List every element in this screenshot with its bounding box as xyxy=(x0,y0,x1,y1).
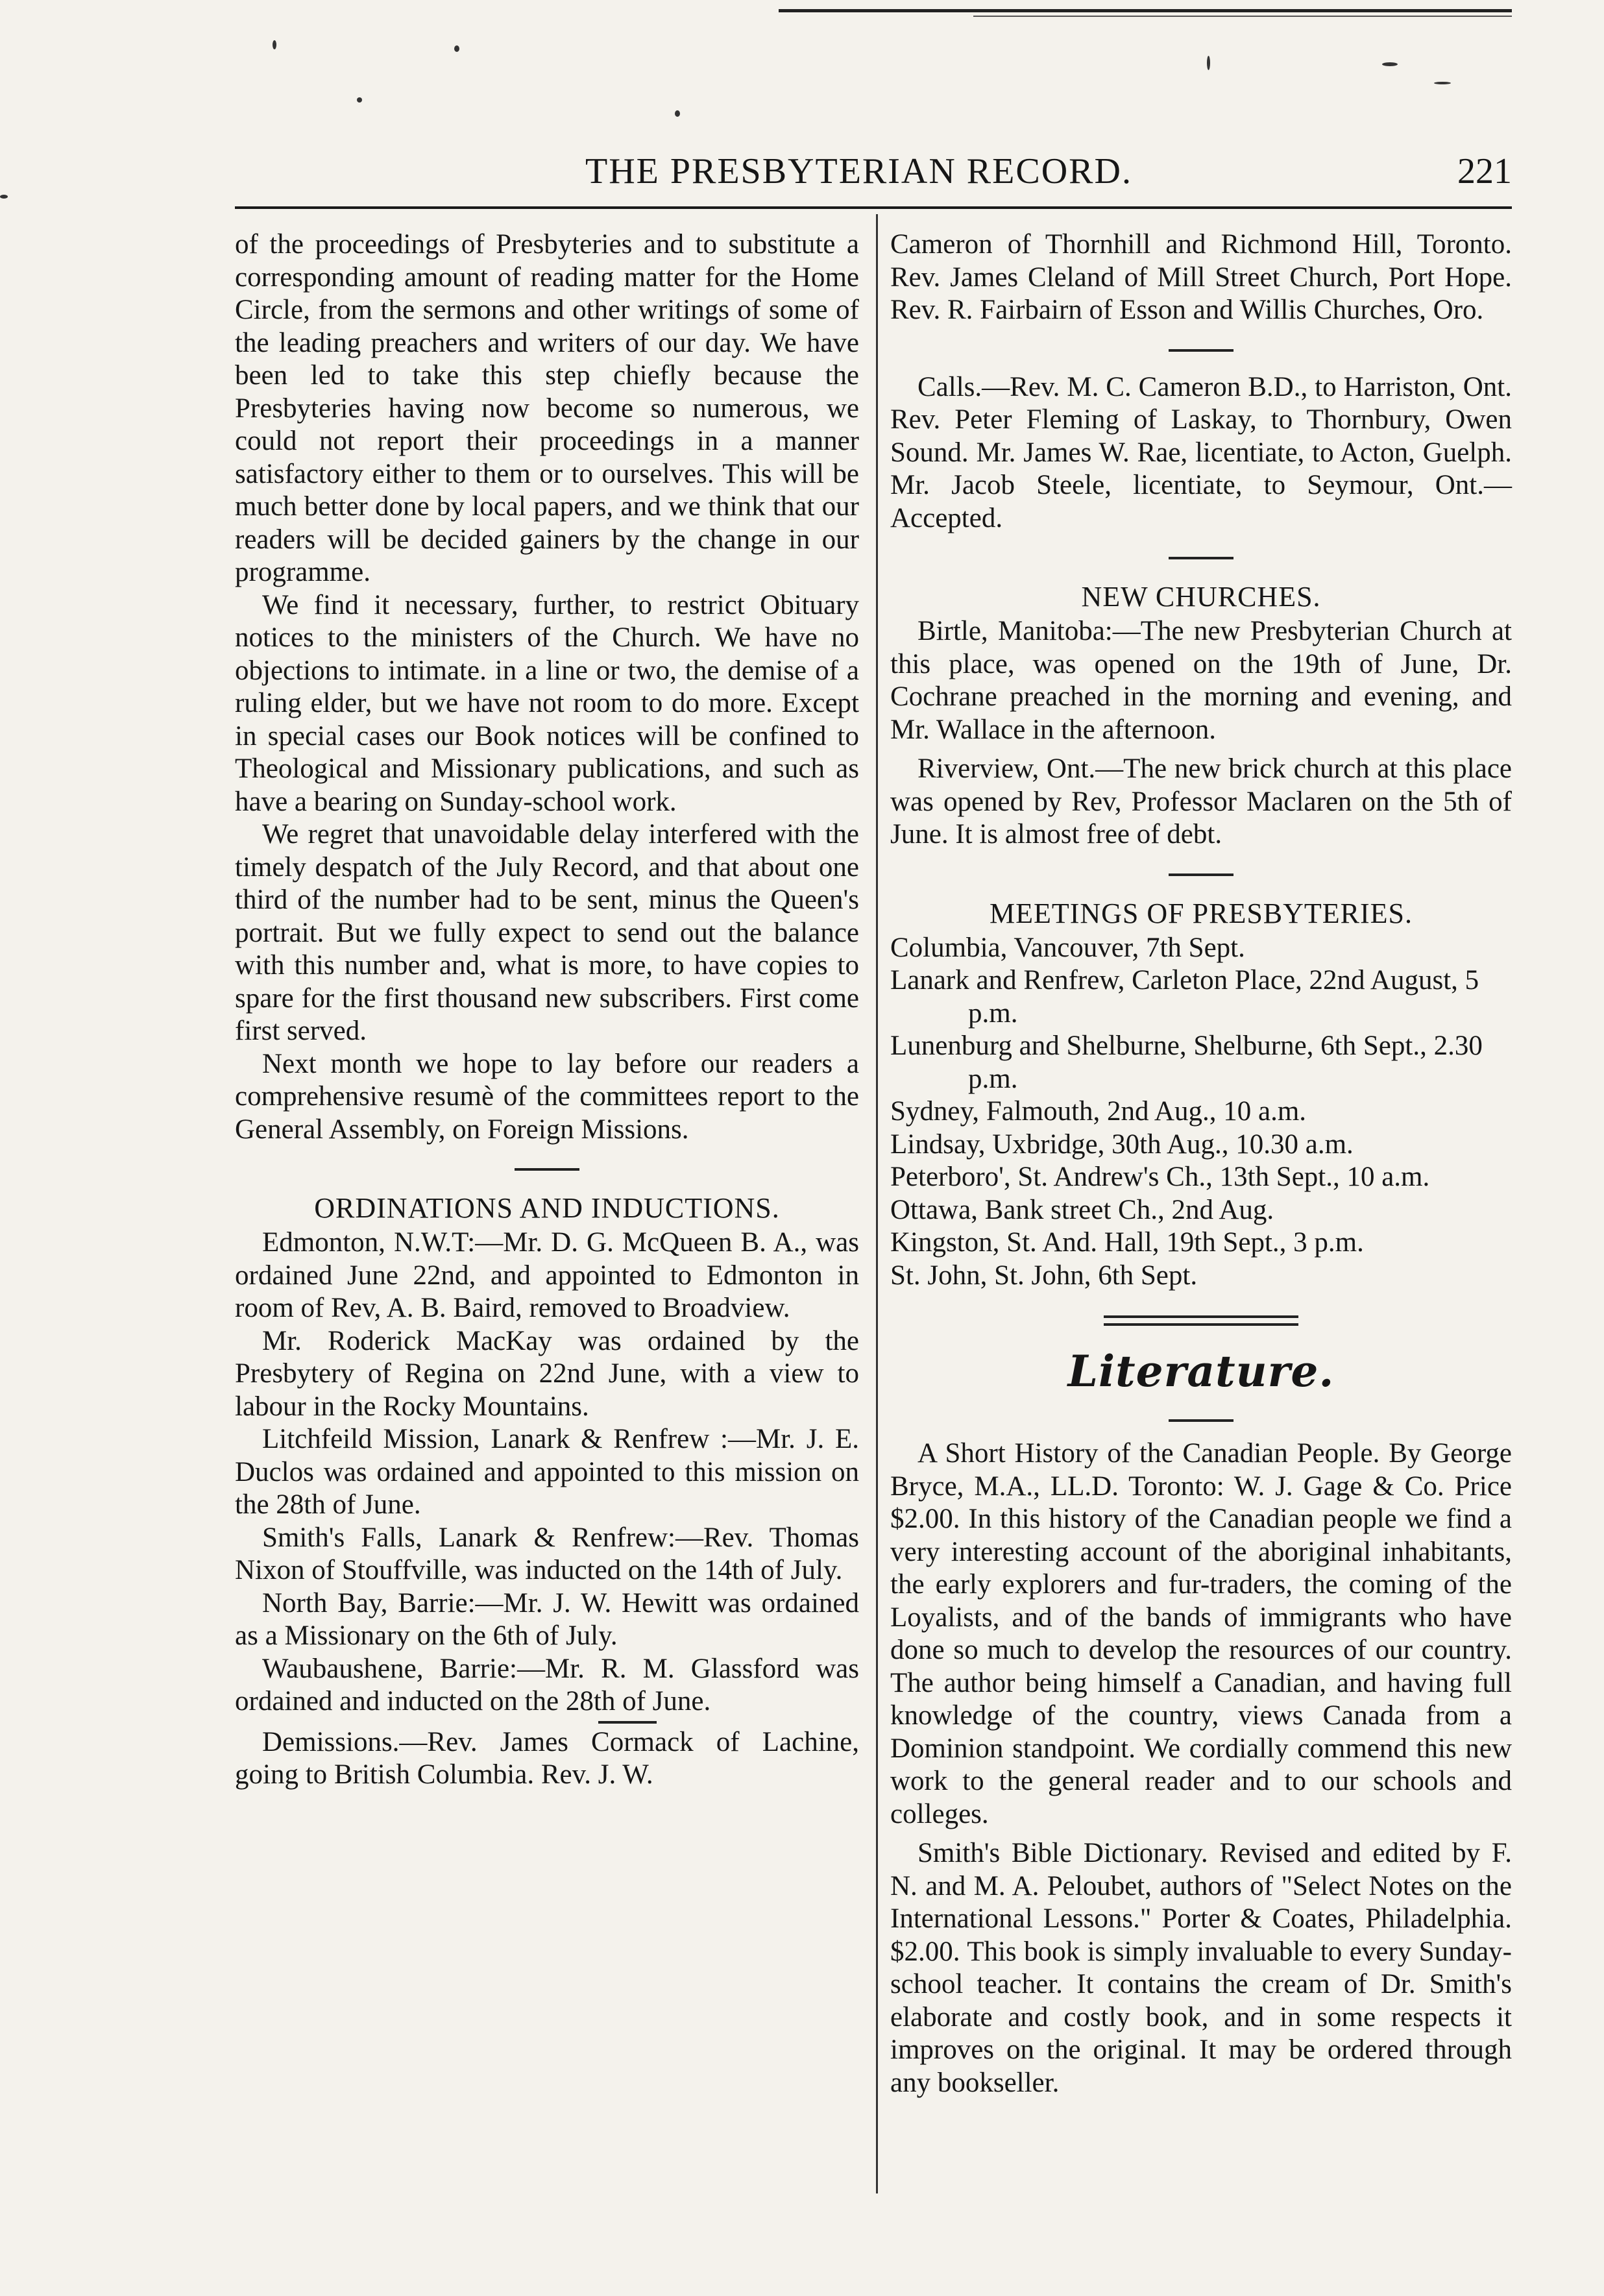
left-column xyxy=(235,228,859,1792)
ordination-entry: Litchfeild Mission, Lanark & Renfrew :—Mr. J. E. Duclos was ordained and appointed to this mission on the 28th of June. xyxy=(235,1424,859,1520)
paragraph: We find it necessary, further, to restrict Obituary notices to the ministers of the Church. We have no objections to intimate. in a line or two, the demise of a ruling elder, but we have not room to do more. Except in special cases our Book notices will be confined to Theological and Missionary publications, and such as have a bearing on Sunday-school work. xyxy=(235,589,859,817)
meeting-item: St. John, St. John, 6th Sept. xyxy=(890,1260,1198,1291)
section-rule xyxy=(1169,557,1233,559)
ordination-entry: Waubaushene, Barrie:—Mr. R. M. Glassford was ordained and inducted on the 28th of June. xyxy=(235,1653,859,1716)
scan-edge-line xyxy=(973,16,1512,17)
ordination-entry: Mr. Roderick MacKay was ordained by the Presbytery of Regina on 22nd June, with a view to labour in the Rocky Mountains. xyxy=(235,1325,859,1422)
meeting-item: Peterboro', St. Andrew's Ch., 13th Sept., 10 a.m. xyxy=(890,1162,1430,1192)
scan-speck xyxy=(675,110,680,117)
ordination-entry: Smith's Falls, Lanark & Renfrew:—Rev. Thomas Nixon of Stouffville, was inducted on the 14th of July. xyxy=(235,1522,859,1585)
scan-speck xyxy=(0,195,8,199)
meetings-heading: MEETINGS OF PRESBYTERIES. xyxy=(989,897,1413,929)
demissions-entry: Demissions.—Rev. James Cormack of Lachine, going to British Columbia. Rev. J. W. xyxy=(235,1726,859,1790)
header-rule xyxy=(235,206,1512,209)
meeting-item: Lanark and Renfrew, Carleton Place, 22nd August, 5 p.m. xyxy=(890,965,1479,1029)
section-rule xyxy=(598,1721,657,1724)
meeting-item: Kingston, St. And. Hall, 19th Sept., 3 p.m. xyxy=(890,1227,1364,1258)
double-rule xyxy=(1104,1315,1298,1326)
right-column xyxy=(890,228,1512,2099)
demissions-continued: Cameron of Thornhill and Richmond Hill, Toronto. Rev. James Cleland of Mill Street Church, Port Hope. Rev. R. Fairbairn of Esson and Willis Churches, Oro. xyxy=(890,229,1512,325)
section-rule xyxy=(1169,873,1233,876)
scan-speck xyxy=(1207,56,1210,70)
running-head: THE PRESBYTERIAN RECORD. xyxy=(585,151,1132,191)
paragraph: of the proceedings of Presbyteries and to substitute a corresponding amount of reading matter for the Home Circle, from the sermons and other writings of some of the leading preachers and writers of our day. We have been led to take this step chiefly because the Presbyteries having now become so numerous, we could not report their proceedings in a manner satisfactory either to them or to ourselves. This will be much better done by local papers, and we think that our readers will be decided gainers by the change in our programme. xyxy=(235,229,859,587)
new-churches-heading: NEW CHURCHES. xyxy=(1081,581,1321,613)
page-number: 221 xyxy=(1457,151,1512,191)
scan-speck xyxy=(1382,62,1398,66)
calls-entry: Calls.—Rev. M. C. Cameron B.D., to Harriston, Ont. Rev. Peter Fleming of Laskay, to Thornbury, Owen Sound. Mr. James W. Rae, licentiate, to Acton, Guelph. Mr. Jacob Steele, licentiate, to Seymour, Ont.—Accepted. xyxy=(890,371,1512,533)
section-rule xyxy=(1169,1419,1233,1422)
meeting-item: Lindsay, Uxbridge, 30th Aug., 10.30 a.m. xyxy=(890,1129,1354,1160)
meeting-item: Lunenburg and Shelburne, Shelburne, 6th Sept., 2.30 p.m. xyxy=(890,1031,1483,1094)
scan-speck xyxy=(454,45,459,52)
ordination-entry: Edmonton, N.W.T:—Mr. D. G. McQueen B. A., was ordained June 22nd, and appointed to Edmonton in room of Rev, A. B. Baird, removed to Broadview. xyxy=(235,1227,859,1323)
church-entry: Birtle, Manitoba:—The new Presbyterian Church at this place, was opened on the 19th of June, Dr. Cochrane preached in the morning and evening, and Mr. Wallace in the afternoon. xyxy=(890,616,1512,745)
book-notice: A Short History of the Canadian People. By George Bryce, M.A., LL.D. Toronto: W. J. Gage & Co. Price $2.00. In this history of the Canadian people we find a very interesting account of the aboriginal inhabitants, the early explorers and fur-traders, the coming of the Loyalists, and of the bands of immigrants who have done so much to develop the resources of our country. The author being himself a Canadian, and having full knowledge of the country, views Canada from a Dominion standpoint. We cordially commend this new work to the general reader and to our schools and colleges. xyxy=(890,1438,1512,1829)
column-divider xyxy=(876,214,878,2193)
scan-edge-line xyxy=(779,9,1512,12)
ordinations-heading: ORDINATIONS AND INDUCTIONS. xyxy=(314,1192,780,1224)
meeting-item: Sydney, Falmouth, 2nd Aug., 10 a.m. xyxy=(890,1096,1307,1127)
section-rule xyxy=(1169,349,1233,352)
ordination-entry: North Bay, Barrie:—Mr. J. W. Hewitt was ordained as a Missionary on the 6th of July. xyxy=(235,1587,859,1651)
book-notice: Smith's Bible Dictionary. Revised and edited by F. N. and M. A. Peloubet, authors of "Select Notes on the International Lessons." Porter & Coates, Philadelphia. $2.00. This book is simply invaluable to every Sunday-school teacher. It contains the cream of Dr. Smith's elaborate and costly book, and in some respects it improves on the original. It may be ordered through any bookseller. xyxy=(890,1838,1512,2098)
scan-speck xyxy=(1434,82,1451,84)
scan-speck xyxy=(273,40,276,49)
meeting-item: Columbia, Vancouver, 7th Sept. xyxy=(890,932,1245,963)
church-entry: Riverview, Ont.—The new brick church at this place was opened by Rev, Professor Maclaren on the 5th of June. It is almost free of debt. xyxy=(890,753,1512,849)
paragraph: Next month we hope to lay before our readers a comprehensive resumè of the committees report to the General Assembly, on Foreign Missions. xyxy=(235,1048,859,1145)
page-header xyxy=(235,151,1512,196)
meeting-item: Ottawa, Bank street Ch., 2nd Aug. xyxy=(890,1194,1274,1225)
paragraph: We regret that unavoidable delay interfered with the timely despatch of the July Record, and that about one third of the number had to be sent, minus the Queen's portrait. But we fully expect to send out the balance with this number and, what is more, to have copies to spare for the first thousand new subscribers. First come first served. xyxy=(235,819,859,1046)
section-rule xyxy=(515,1168,579,1171)
meetings-list xyxy=(890,932,1512,1293)
literature-heading: Literature. xyxy=(1067,1346,1335,1397)
scan-speck xyxy=(357,97,362,103)
